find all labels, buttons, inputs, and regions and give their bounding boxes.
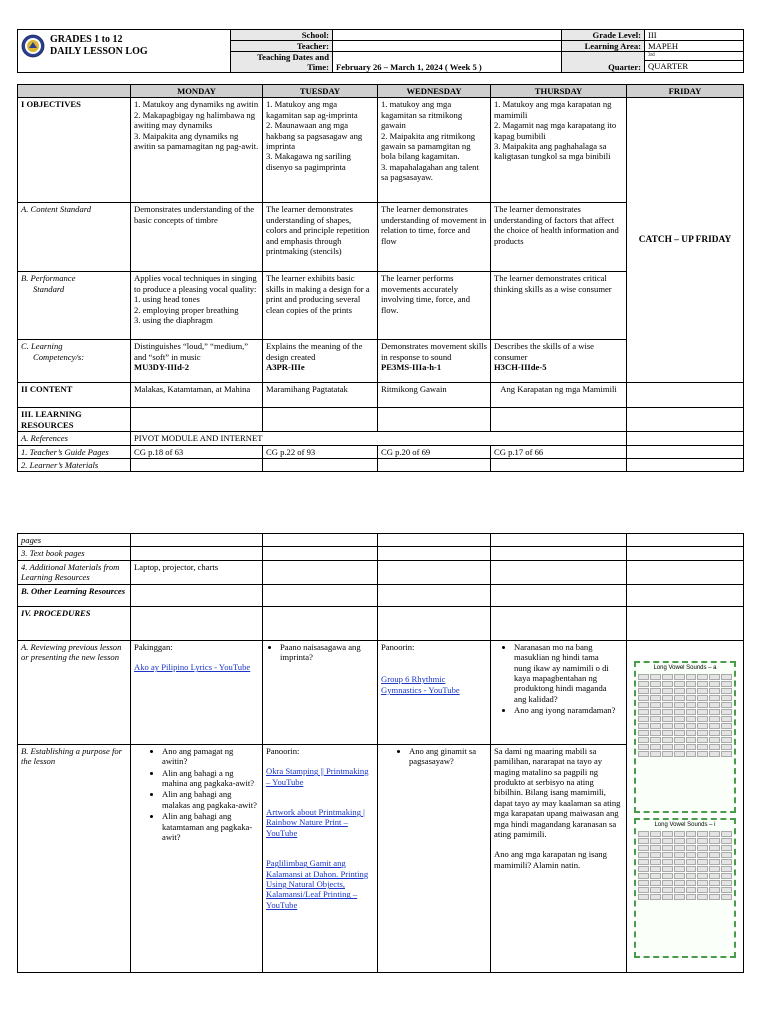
other-resources-monday[interactable] — [131, 584, 263, 606]
lm-cont-wednesday[interactable] — [378, 534, 491, 547]
day-header-friday: FRIDAY — [627, 85, 744, 98]
teachers-guide-monday[interactable]: CG p.18 of 63 — [131, 445, 263, 458]
content-standard-tuesday[interactable]: The learner demonstrates understanding of shapes, colors and principle repetition and emphasis through printmaking (stencils) — [263, 203, 378, 272]
learners-materials-tuesday[interactable] — [263, 459, 378, 472]
teachers-guide-tuesday[interactable]: CG p.22 of 93 — [263, 445, 378, 458]
resources-tuesday[interactable] — [263, 408, 378, 432]
learners-materials-label: 2. Learner’s Materials — [18, 459, 131, 472]
performance-item: 1. using head tones — [134, 294, 200, 305]
worksheet-title: Long Vowel Sounds – i — [654, 821, 716, 828]
objective-item: 2. Maunawaan ang mga hakbang sa pagsasagaw ang imprinta — [266, 120, 363, 152]
learning-resources-label: III. LEARNING RESOURCES — [18, 408, 131, 432]
reviewing-monday[interactable] — [131, 640, 263, 744]
competency-code: PE3MS-IIIa-h-1 — [381, 362, 442, 373]
establishing-tuesday-text: Panoorin: — [266, 745, 300, 756]
objective-item: 1. Matukoy ang dynamiks ng awitin — [134, 99, 259, 110]
content-standard-label: A. Content Standard — [18, 203, 131, 272]
learning-area-value[interactable]: MAPEH — [645, 41, 744, 52]
lesson-table-page2 — [17, 533, 743, 973]
teaching-dates-label — [231, 52, 333, 73]
textbook-monday[interactable] — [131, 547, 263, 560]
procedures-label: IV. PROCEDURES — [18, 606, 131, 640]
performance-standard-thursday[interactable]: The learner demonstrates critical thinking skills as a wise consumer — [491, 272, 627, 340]
lesson-table-page1 — [17, 84, 743, 472]
youtube-link[interactable]: Artwork about Printmaking | Rainbow Nature Print – YouTube — [266, 807, 365, 838]
school-field[interactable] — [333, 30, 562, 41]
establishing-wednesday[interactable] — [378, 744, 491, 972]
content-standard-wednesday[interactable]: The learner demonstrates understanding of movement in relation to time, force and flow — [378, 203, 491, 272]
corner-cell — [18, 85, 131, 98]
lm-cont-thursday[interactable] — [491, 534, 627, 547]
bullet-item: • Ano ang pamagat ng awitin? — [162, 746, 259, 767]
bullet-item: • Ano ang iyong naramdaman? — [514, 705, 617, 715]
youtube-link[interactable]: Okra Stamping || Printmaking – YouTube — [266, 766, 369, 787]
bullet-item: • Paano naisasagawa ang imprinta? — [280, 642, 374, 663]
day-header-wednesday: WEDNESDAY — [378, 85, 491, 98]
reviewing-monday-text: Pakinggan: — [134, 641, 173, 652]
content-wednesday[interactable]: Ritmikong Gawain — [378, 383, 491, 408]
objective-item: 3. Maipakita ang dynamiks ng awitin sa pamamagitan ng pag-awit. — [134, 130, 259, 152]
competency-text: Describes the skills of a wise consumer — [494, 341, 594, 362]
quarter-sup: 3rd — [645, 52, 744, 61]
competency-label — [18, 340, 131, 383]
procedures-thursday[interactable] — [491, 606, 627, 640]
establishing-purpose-label: B. Establishing a purpose for the lesson — [18, 744, 131, 972]
procedures-monday[interactable] — [131, 606, 263, 640]
youtube-link[interactable]: Ako ay Pilipino Lyrics - YouTube — [134, 662, 251, 673]
teacher-label: Teacher: — [231, 41, 333, 52]
objectives-thursday[interactable] — [491, 98, 627, 203]
learners-materials-thursday[interactable] — [491, 459, 627, 472]
additional-materials-label: 4. Additional Materials from Learning Resources — [18, 560, 131, 584]
grade-level-value[interactable]: III — [645, 30, 744, 41]
procedures-tuesday[interactable] — [263, 606, 378, 640]
objective-item: 2. Makapagbigay ng halimbawa ng awiting may dynamiks — [134, 109, 255, 131]
day-header-tuesday: TUESDAY — [263, 85, 378, 98]
objective-item: 3. Makagawa ng sariling disenyo sa pagimprinta — [266, 151, 351, 172]
teaching-dates-value[interactable]: February 26 – March 1, 2024 ( Week 5 ) — [333, 52, 562, 73]
bullet-item: • Alin ang bahagi ang malakas ang pagkaka-awit? — [162, 789, 259, 810]
content-standard-monday[interactable]: Demonstrates understanding of the basic concepts of timbre — [131, 203, 263, 272]
worksheet-title: Long Vowel Sounds – a — [653, 664, 717, 671]
textbook-friday[interactable] — [627, 547, 744, 560]
other-resources-thursday[interactable] — [491, 584, 627, 606]
teaching-dates-label-line2: Time: — [307, 62, 329, 72]
objective-item: 3. mapahalagahan ang talent sa pagsasayaw. — [381, 161, 479, 183]
competency-code: H3CH-IIIde-5 — [494, 362, 547, 373]
reviewing-lesson-label: A. Reviewing previous lesson or presenting the new lesson — [18, 640, 131, 744]
competency-wednesday[interactable] — [378, 340, 491, 383]
textbook-wednesday[interactable] — [378, 547, 491, 560]
youtube-link[interactable]: Paglilimbag Gamit ang Kalamansi at Dahon. Printing Using Natural Objects, Kalamansi/Leaf Printing – YouTube — [266, 858, 369, 910]
objective-item: 2. Magamit nag mga karapatang ito kapag bumibili — [494, 120, 617, 141]
objectives-monday[interactable] — [131, 98, 263, 203]
learners-materials-wednesday[interactable] — [378, 459, 491, 472]
references-value[interactable]: PIVOT MODULE AND INTERNET — [131, 432, 627, 445]
objective-item: 3. Maipakita ang paghahalaga sa kaligtasan tungkol sa mga binibili — [494, 141, 611, 162]
competency-label-line1: C. Learning — [21, 341, 63, 352]
reviewing-wednesday-text: Panoorin: — [381, 641, 415, 652]
bullet-item: • Alin ang bahagi ang katamtaman ang pagkaka-awit? — [162, 811, 259, 842]
bullet-item: • Alin ang bahagi a ng mahina ang pagkaka-awit? — [162, 768, 259, 789]
procedures-wednesday[interactable] — [378, 606, 491, 640]
other-resources-label: B. Other Learning Resources — [18, 584, 131, 606]
competency-tuesday[interactable] — [263, 340, 378, 383]
worksheet-grid — [638, 831, 732, 900]
worksheet-grid — [638, 674, 732, 757]
learners-materials-pages-cont: pages — [18, 534, 131, 547]
youtube-link[interactable]: Group 6 Rhythmic Gymnastics - YouTube — [381, 674, 460, 695]
content-label: II CONTENT — [18, 383, 131, 408]
teachers-guide-friday[interactable] — [627, 445, 744, 458]
competency-label-line2: Competency/s: — [33, 351, 85, 362]
objective-item: 1. matukoy ang mga kagamitan sa ritmikong gawain — [381, 99, 463, 131]
performance-standard-label-line1: B. Performance — [21, 273, 76, 284]
teachers-guide-label: 1. Teacher’s Guide Pages — [18, 445, 131, 458]
establishing-thursday-paragraph: Ano ang mga karapatan ng isang mamimili? Alamin natin. — [494, 849, 607, 870]
lm-cont-tuesday[interactable] — [263, 534, 378, 547]
other-resources-wednesday[interactable] — [378, 584, 491, 606]
content-thursday[interactable]: Ang Karapatan ng mga Mamimili — [491, 383, 627, 408]
other-resources-tuesday[interactable] — [263, 584, 378, 606]
deped-seal-icon — [21, 34, 45, 58]
establishing-monday[interactable] — [131, 744, 263, 972]
additional-materials-thursday[interactable] — [491, 560, 627, 584]
reviewing-wednesday[interactable] — [378, 640, 491, 744]
competency-thursday[interactable] — [491, 340, 627, 383]
performance-standard-monday[interactable] — [131, 272, 263, 340]
lm-cont-monday[interactable] — [131, 534, 263, 547]
performance-item: 3. using the diaphragm — [134, 315, 213, 326]
procedures-friday[interactable] — [627, 606, 744, 640]
quarter-value[interactable]: QUARTER — [645, 61, 744, 73]
textbook-thursday[interactable] — [491, 547, 627, 560]
teacher-field[interactable] — [333, 41, 562, 52]
lesson-log-header — [17, 29, 743, 73]
content-monday[interactable]: Malakas, Katamtaman, at Mahina — [131, 383, 263, 408]
textbook-tuesday[interactable] — [263, 547, 378, 560]
learners-materials-friday[interactable] — [627, 459, 744, 472]
textbook-pages-label: 3. Text book pages — [18, 547, 131, 560]
objective-item: 1. Matukoy ang mga kagamitan sap ag-imprinta — [266, 99, 358, 120]
teaching-dates-label-line1: Teaching Dates and — [257, 52, 329, 62]
references-label: A. References — [18, 432, 131, 445]
competency-text: Demonstrates movement skills in response to sound — [381, 341, 487, 362]
competency-text: Explains the meaning of the design created — [266, 341, 363, 362]
school-label: School: — [231, 30, 333, 41]
performance-standard-label-line2: Standard — [33, 283, 65, 294]
resources-friday[interactable] — [627, 408, 744, 432]
additional-materials-wednesday[interactable] — [378, 560, 491, 584]
worksheet-thumbnail-2[interactable] — [634, 818, 736, 958]
competency-monday[interactable] — [131, 340, 263, 383]
establishing-tuesday[interactable] — [263, 744, 378, 972]
additional-materials-friday[interactable] — [627, 560, 744, 584]
quarter-label: Quarter: — [562, 52, 645, 73]
reviewing-tuesday[interactable] — [263, 640, 378, 744]
objectives-tuesday[interactable] — [263, 98, 378, 203]
teachers-guide-thursday[interactable]: CG p.17 of 66 — [491, 445, 627, 458]
competency-text: Distinguishes “loud,” “medium,” and “soft” in music — [134, 341, 249, 362]
learning-area-label: Learning Area: — [562, 41, 645, 52]
competency-code: MU3DY-IIId-2 — [134, 362, 190, 373]
establishing-thursday-paragraph: Sa dami ng maaring mabili sa pamilihan, nararapat na tayo ay maging matalino sa pagpili ng produkto at serbisyo na ating bibilhin. Bilang isang mamimili, dapat tayo ay may kaalaman sa ating mga karapatan upang maiwasan ang mga hindi magandang karanasan sa ating pamimili. — [494, 745, 621, 840]
objective-item: 2. Maipakita ang ritmikong gawain sa pamamgitan ng bola bilang kagamitan. — [381, 130, 476, 162]
objectives-label: I OBJECTIVES — [18, 98, 131, 203]
teachers-guide-wednesday[interactable]: CG p.20 of 69 — [378, 445, 491, 458]
grade-level-label: Grade Level: — [562, 30, 645, 41]
learners-materials-monday[interactable] — [131, 459, 263, 472]
catch-up-friday-note: CATCH – UP FRIDAY — [627, 98, 744, 383]
friday-worksheets — [627, 640, 744, 972]
objectives-wednesday[interactable] — [378, 98, 491, 203]
header-title-cell — [18, 30, 231, 73]
objective-item: 1. Matukoy ang mga karapatan ng mamimili — [494, 99, 612, 120]
performance-standard-tuesday[interactable]: The learner exhibits basic skills in making a design for a print and producing several clean copies of the prints — [263, 272, 378, 340]
resources-thursday[interactable] — [491, 408, 627, 432]
content-tuesday[interactable]: Maramihang Pagtatatak — [263, 383, 378, 408]
establishing-thursday[interactable] — [491, 744, 627, 972]
worksheet-thumbnail-1[interactable] — [634, 661, 736, 813]
performance-standard-wednesday[interactable]: The learner performs movements accurately involving time, force, and flow. — [378, 272, 491, 340]
resources-wednesday[interactable] — [378, 408, 491, 432]
references-friday[interactable] — [627, 432, 744, 445]
lm-cont-friday[interactable] — [627, 534, 744, 547]
header-title-line1: GRADES 1 to 12 — [50, 34, 123, 45]
competency-code: A3PR-IIIe — [266, 362, 305, 373]
other-resources-friday[interactable] — [627, 584, 744, 606]
additional-materials-monday[interactable]: Laptop, projector, charts — [131, 560, 263, 584]
reviewing-thursday[interactable] — [491, 640, 627, 744]
content-standard-thursday[interactable]: The learner demonstrates understanding of factors that affect the choice of health information and products — [491, 203, 627, 272]
header-title-line2: DAILY LESSON LOG — [50, 46, 148, 57]
resources-monday[interactable] — [131, 408, 263, 432]
bullet-item: • Ano ang ginamit sa pagsasayaw? — [409, 746, 487, 767]
performance-item: Applies vocal techniques in singing to produce a pleasing vocal quality: — [134, 273, 257, 294]
additional-materials-tuesday[interactable] — [263, 560, 378, 584]
day-header-thursday: THURSDAY — [491, 85, 627, 98]
performance-standard-label — [18, 272, 131, 340]
day-header-monday: MONDAY — [131, 85, 263, 98]
performance-item: 2. employing proper breathing — [134, 304, 239, 315]
bullet-item: • Naranasan mo na bang masuklian ng hindi tama nung ikaw ay namimili o di kaya mapagbentahan ng produktong hindi maganda ang kalidad? — [514, 642, 617, 704]
content-friday[interactable] — [627, 383, 744, 408]
